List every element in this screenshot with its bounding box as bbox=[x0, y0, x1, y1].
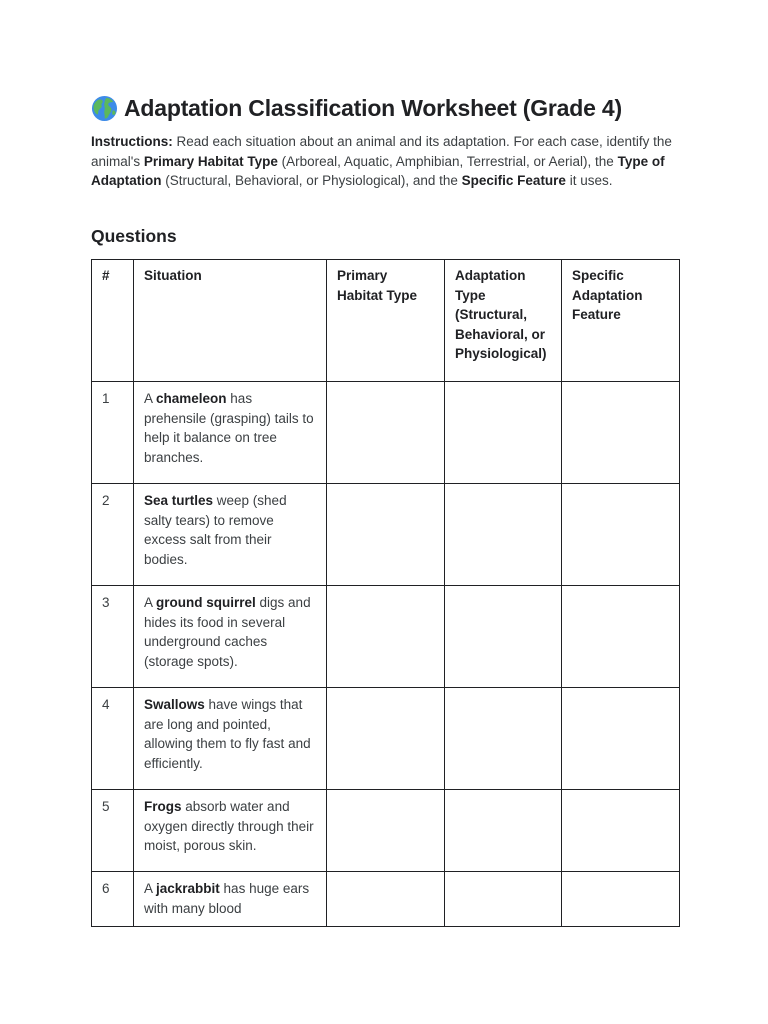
habitat-answer-cell[interactable] bbox=[327, 872, 445, 927]
feature-answer-cell[interactable] bbox=[562, 872, 680, 927]
animal-name: jackrabbit bbox=[156, 881, 220, 896]
type-answer-cell[interactable] bbox=[445, 382, 562, 484]
feature-answer-cell[interactable] bbox=[562, 586, 680, 688]
section-heading: Questions bbox=[91, 226, 177, 246]
table-row bbox=[92, 872, 680, 927]
header-habitat: Primary Habitat Type bbox=[327, 260, 445, 382]
row-number: 6 bbox=[92, 872, 134, 927]
situation-cell: A chameleon has prehensile (grasping) tails to help it balance on tree branches. bbox=[134, 382, 327, 484]
row-number: 3 bbox=[92, 586, 134, 688]
row-number: 4 bbox=[92, 688, 134, 790]
row-number: 1 bbox=[92, 382, 134, 484]
table-header-row bbox=[92, 260, 680, 382]
table-row bbox=[92, 484, 680, 586]
table-row bbox=[92, 586, 680, 688]
instructions-habitat-term: Primary Habitat Type bbox=[143, 153, 278, 169]
feature-answer-cell[interactable] bbox=[562, 688, 680, 790]
situation-cell: A jackrabbit has huge ears with many blood bbox=[134, 872, 327, 927]
habitat-answer-cell[interactable] bbox=[327, 382, 445, 484]
table-row bbox=[92, 790, 680, 872]
row-number: 5 bbox=[92, 790, 134, 872]
worksheet-title bbox=[91, 91, 679, 125]
instructions-label: Instructions: bbox=[91, 134, 173, 149]
row-number: 2 bbox=[92, 484, 134, 586]
instructions-text: Read each situation about an animal and its adaptation. For each case, identify the animal's bbox=[91, 134, 672, 169]
feature-answer-cell[interactable] bbox=[562, 382, 680, 484]
table-row bbox=[92, 688, 680, 790]
title-text: Adaptation Classification Worksheet (Grade 4) bbox=[124, 94, 622, 121]
habitat-answer-cell[interactable] bbox=[327, 688, 445, 790]
animal-name: chameleon bbox=[156, 391, 227, 406]
type-answer-cell[interactable] bbox=[445, 790, 562, 872]
situation-cell: A ground squirrel digs and hides its food in several underground caches (storage spots). bbox=[134, 586, 327, 688]
instructions-text: (Arboreal, Aquatic, Amphibian, Terrestrial, or Aerial), the bbox=[277, 153, 618, 169]
animal-name: ground squirrel bbox=[156, 595, 256, 610]
feature-answer-cell[interactable] bbox=[562, 790, 680, 872]
instructions bbox=[91, 132, 679, 191]
animal-name: Sea turtles bbox=[144, 493, 214, 508]
animal-name: Swallows bbox=[144, 697, 205, 712]
situation-cell: Frogs absorb water and oxygen directly through their moist, porous skin. bbox=[134, 790, 327, 872]
type-answer-cell[interactable] bbox=[445, 688, 562, 790]
type-answer-cell[interactable] bbox=[445, 586, 562, 688]
habitat-answer-cell[interactable] bbox=[327, 790, 445, 872]
habitat-answer-cell[interactable] bbox=[327, 586, 445, 688]
questions-table bbox=[91, 259, 680, 927]
type-answer-cell[interactable] bbox=[445, 872, 562, 927]
animal-name: Frogs bbox=[144, 799, 182, 814]
header-situation: Situation bbox=[134, 260, 327, 382]
feature-answer-cell[interactable] bbox=[562, 484, 680, 586]
globe-icon bbox=[91, 95, 118, 122]
header-adaptation-type: Adaptation Type (Structural, Behavioral, or Physiological) bbox=[445, 260, 562, 382]
situation-cell: Swallows have wings that are long and pointed, allowing them to fly fast and efficiently. bbox=[134, 688, 327, 790]
header-feature: Specific Adaptation Feature bbox=[562, 260, 680, 382]
table-row bbox=[92, 382, 680, 484]
situation-cell: Sea turtles weep (shed salty tears) to remove excess salt from their bodies. bbox=[134, 484, 327, 586]
type-answer-cell[interactable] bbox=[445, 484, 562, 586]
instructions-adaptation-term: Type of Adaptation bbox=[91, 153, 665, 188]
instructions-text: (Structural, Behavioral, or Physiological), and the bbox=[161, 173, 462, 188]
instructions-feature-term: Specific Feature bbox=[461, 173, 566, 188]
header-number: # bbox=[92, 260, 134, 382]
instructions-text: it uses. bbox=[565, 173, 613, 188]
habitat-answer-cell[interactable] bbox=[327, 484, 445, 586]
